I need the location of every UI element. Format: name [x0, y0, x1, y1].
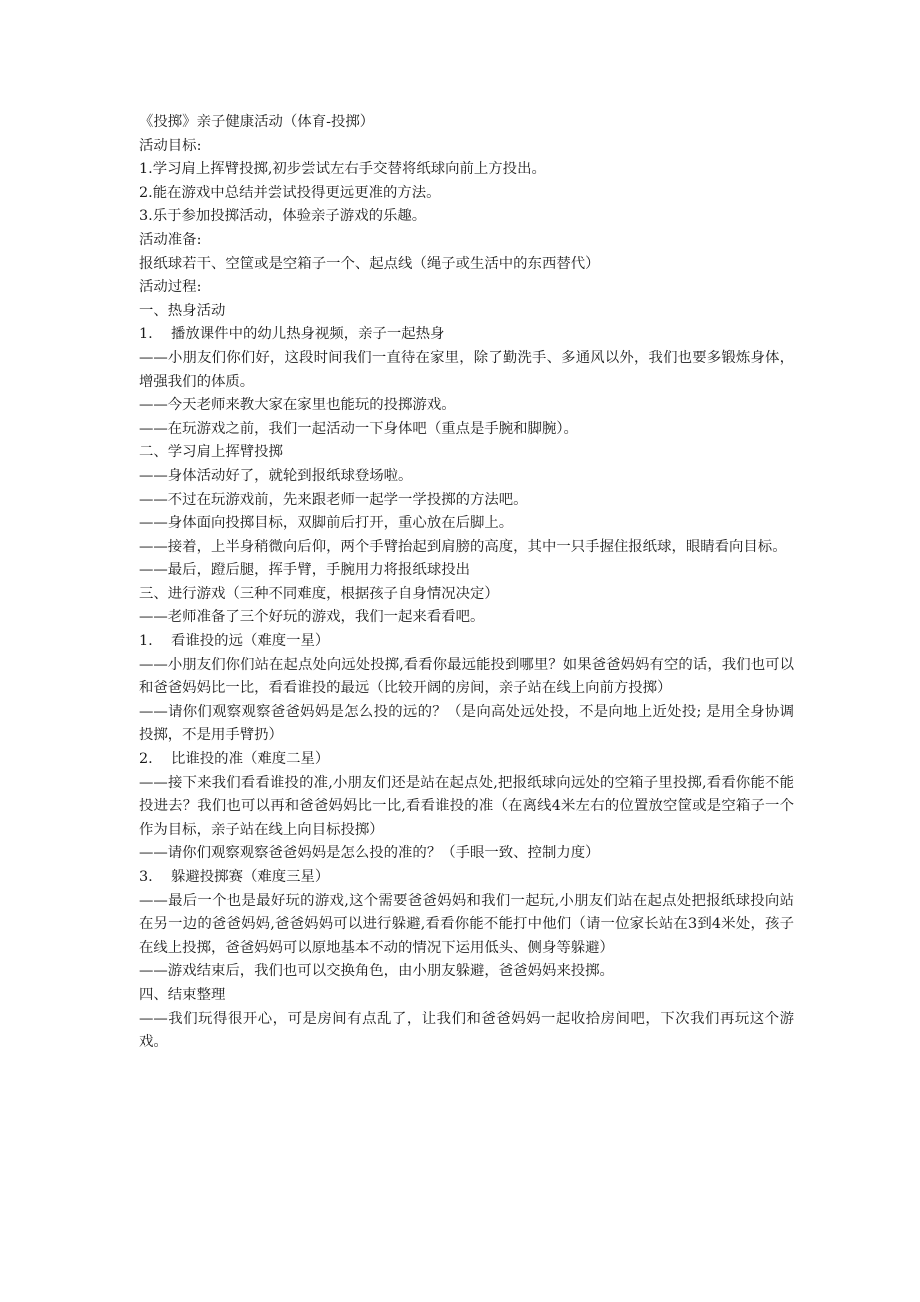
- prep-heading: 活动准备:: [139, 231, 202, 248]
- game3-title: 躲避投掷赛（难度三星）: [171, 869, 330, 885]
- game3-paragraph-1: ——最后一个也是最好玩的游戏,这个需要爸爸妈妈和我们一起玩,小朋友们站在起点处把报纸球投向站在另一边的爸爸妈妈,爸爸妈妈可以进行躲避,看看你能不能打中他们（请一位家长站在3到4米处，孩子在线上投掷，爸爸妈妈可以原地基本不动的情况下运用低头、侧身等躲避）: [139, 892, 794, 956]
- goal-item-2: 2.能在游戏中总结并尝试投得更远更准的方法。: [139, 184, 441, 201]
- game1-paragraph-2: ——请你们观察观察爸爸妈妈是怎么投的远的？（是向高处远处投，不是向地上近处投; 是用全身协调投掷，不是用手臂扔）: [139, 703, 794, 744]
- section2-paragraph-3: ——身体面向投掷目标，双脚前后打开，重心放在后脚上。: [139, 515, 514, 532]
- section1-paragraph-2: ——今天老师来教大家在家里也能玩的投掷游戏。: [139, 397, 456, 414]
- section3-intro: ——老师准备了三个好玩的游戏，我们一起来看看吧。: [139, 609, 485, 626]
- game2-title-row: [139, 748, 794, 772]
- goal-item-1: 1.学习肩上挥臂投掷,初步尝试左右手交替将纸球向前上方投出。: [139, 161, 546, 178]
- document-title: 《投掷》亲子健康活动（体育-投掷）: [139, 114, 375, 130]
- section2-heading: 二、学习肩上挥臂投掷: [139, 444, 283, 461]
- section4-paragraph-1: ——我们玩得很开心，可是房间有点乱了，让我们和爸爸妈妈一起收拾房间吧，下次我们再玩这个游戏。: [139, 1010, 794, 1051]
- game2-paragraph-1: ——接下来我们看看谁投的准,小朋友们还是站在起点处,把报纸球向远处的空箱子里投掷,看看你能不能投进去？我们也可以再和爸爸妈妈比一比,看看谁投的准（在离线4米左右的位置放空筐或是空箱子一个作为目标，亲子站在线上向目标投掷）: [139, 774, 794, 838]
- game2-title: 比谁投的准（难度二星）: [171, 751, 330, 768]
- game1-title: 看谁投的远（难度一星）: [171, 633, 330, 650]
- section2-paragraph-2: ——不过在玩游戏前，先来跟老师一起学一学投掷的方法吧。: [139, 491, 528, 508]
- section2-paragraph-5: ——最后，蹬后腿，挥手臂，手腕用力将报纸球投出: [139, 562, 470, 579]
- section1-paragraph-3: ——在玩游戏之前，我们一起活动一下身体吧（重点是手腕和脚腕）。: [139, 420, 578, 437]
- section1-item: [139, 323, 794, 347]
- process-heading: 活动过程:: [139, 279, 202, 296]
- game3-title-row: [139, 866, 794, 890]
- section2-paragraph-1: ——身体活动好了，就轮到报纸球登场啦。: [139, 467, 413, 484]
- prep-text: 报纸球若干、空筐或是空箱子一个、起点线（绳子或生活中的东西替代）: [139, 255, 600, 272]
- goals-heading: 活动目标:: [139, 137, 202, 154]
- game3-paragraph-2: ——游戏结束后，我们也可以交换角色，由小朋友躲避，爸爸妈妈来投掷。: [139, 963, 614, 980]
- section1-heading: 一、热身活动: [139, 302, 226, 319]
- game2-paragraph-2: ——请你们观察观察爸爸妈妈是怎么投的准的？（手眼一致、控制力度）: [139, 845, 600, 862]
- document-body: [139, 111, 794, 1055]
- game1-title-row: [139, 630, 794, 654]
- section1-paragraph-1: ——小朋友们你们好，这段时间我们一直待在家里，除了勤洗手、多通风以外，我们也要多锻炼身体，增强我们的体质。: [139, 349, 794, 390]
- game2-number: 2.: [139, 751, 153, 768]
- game1-number: 1.: [139, 633, 153, 650]
- section1-item-number: 1.: [139, 326, 153, 343]
- section2-paragraph-4: ——接着，上半身稍微向后仰，两个手臂抬起到肩膀的高度，其中一只手握住报纸球，眼睛看向目标。: [139, 538, 787, 555]
- goal-item-3: 3.乐于参加投掷活动，体验亲子游戏的乐趣。: [139, 208, 427, 225]
- section1-item-text: 播放课件中的幼儿热身视频，亲子一起热身: [171, 326, 445, 343]
- section3-heading: 三、进行游戏（三种不同难度，根据孩子自身情况决定）: [139, 585, 499, 602]
- section4-heading: 四、结束整理: [139, 986, 226, 1003]
- game1-paragraph-1: ——小朋友们你们站在起点处向远处投掷,看看你最远能投到哪里？如果爸爸妈妈有空的话，我们也可以和爸爸妈妈比一比，看看谁投的最远（比较开阔的房间，亲子站在线上向前方投掷）: [139, 656, 794, 697]
- game3-number: 3.: [139, 869, 153, 885]
